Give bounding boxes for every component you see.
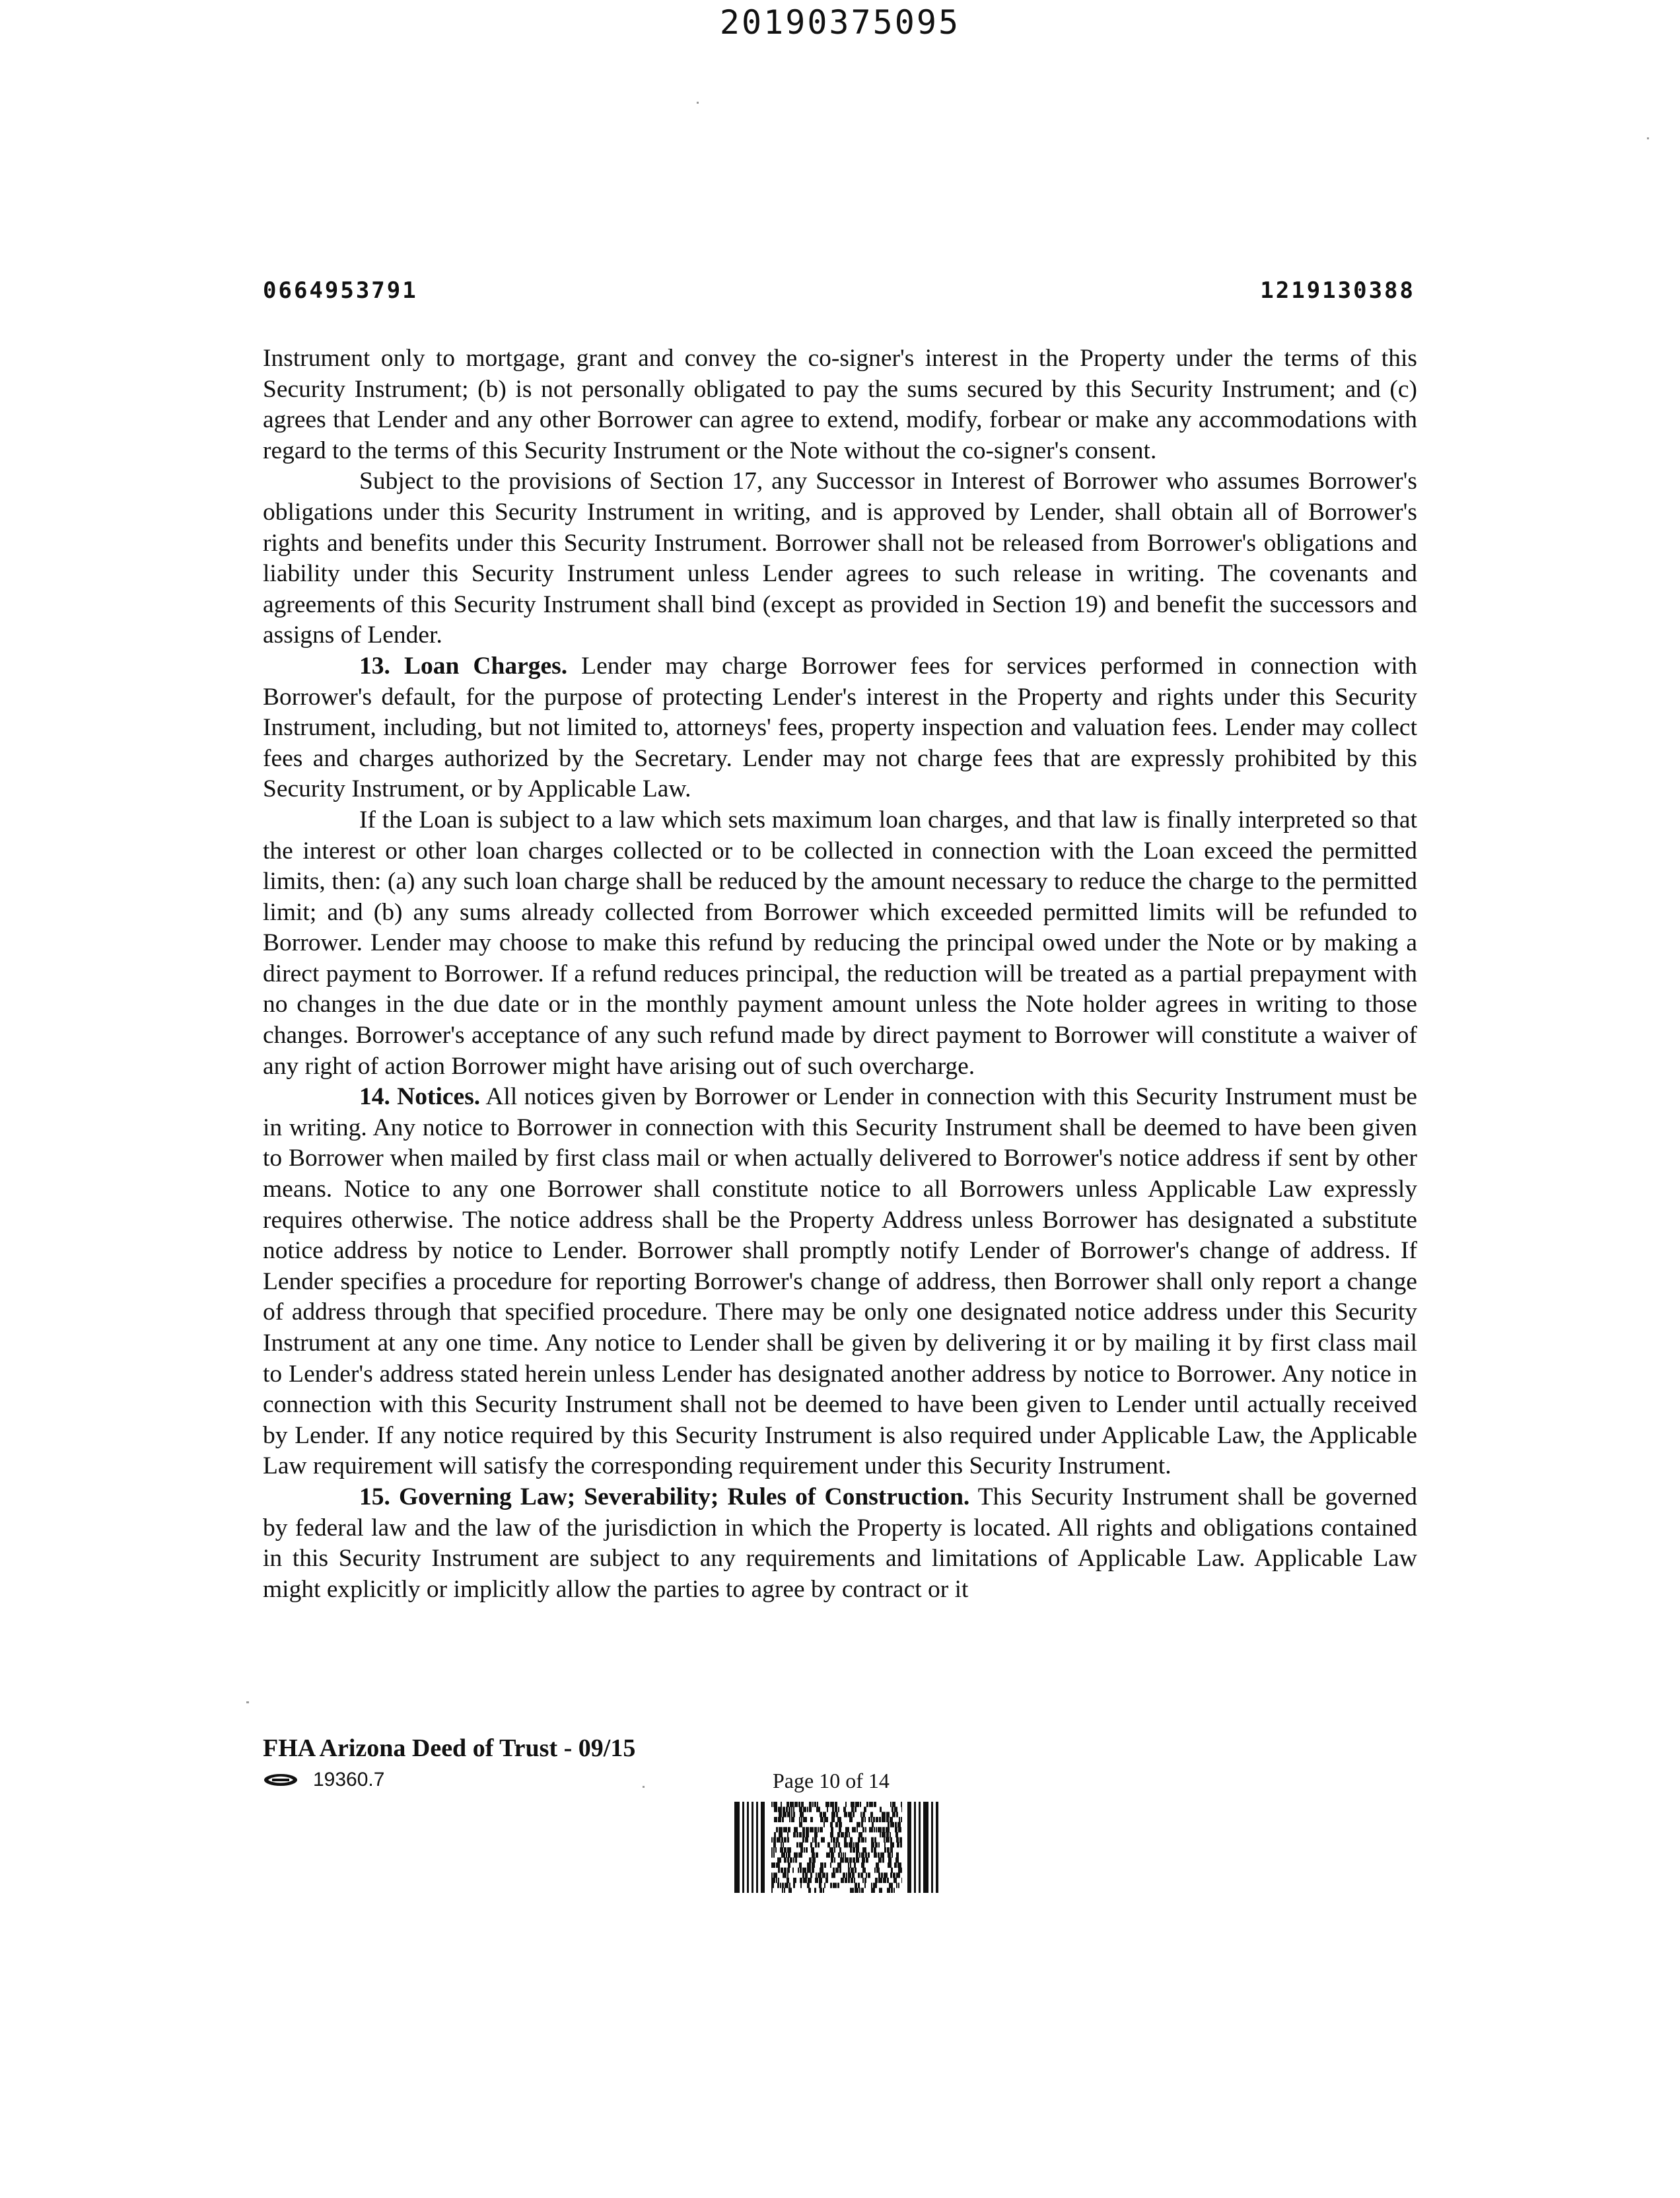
scan-speck	[697, 102, 699, 104]
paragraph-successor-in-interest	[263, 466, 1417, 651]
section-heading: 14. Notices.	[359, 1083, 481, 1111]
recording-number: 20190375095	[719, 3, 961, 42]
paragraph-text: Subject to the provisions of Section 17, any Successor in Interest of Borrower who assumes Borrower's obligations under this Security Instrument in writing, and is approved by Lender, shall obtain all of Borrower's rights and benefits under this Security Instrument. Borrower shall not be released from Borrower's obligations and liability under this Security Instrument unless Lender agrees to such release in writing. The covenants and agreements of this Security Instrument shall bind (except as provided in Section 19) and benefit the successors and assigns of Lender.	[263, 468, 1417, 649]
paragraph-text: This Security Instrument shall be governed by federal law and the law of the jurisdiction in which the Property is located. All rights and obligations contained in this Security Instrument are subject to any requirements and limitations of Applicable Law. Applicable Law might explicitly or implicitly allow the parties to agree by contract or it	[263, 1483, 1417, 1603]
paragraph-maximum-loan-charges	[263, 805, 1417, 1082]
loan-number: 0664953791	[263, 277, 418, 304]
section-heading: 15. Governing Law; Severability; Rules of Construction.	[359, 1483, 970, 1510]
paragraph-text: If the Loan is subject to a law which sets maximum loan charges, and that law is finally interpreted so that the interest or other loan charges collected or to be collected in connection with the Loan exceed the permitted limits, then: (a) any such loan charge shall be reduced by the amount necessary to reduce the charge to the permitted limit; and (b) any sums already collected from Borrower which exceeded permitted limits will be refunded to Borrower. Lender may choose to make this refund by reducing the principal owed under the Note or by making a direct payment to Borrower. If a refund reduces principal, the reduction will be treated as a partial prepayment with no changes in the due date or in the monthly payment amount unless the Note holder agrees in writing to those changes. Borrower's acceptance of any such refund made by direct payment to Borrower will constitute a waiver of any right of action Borrower might have arising out of such overcharge.	[263, 806, 1417, 1080]
scan-speck	[246, 1701, 249, 1703]
section-heading: 13. Loan Charges.	[359, 652, 568, 680]
form-code: 19360.7	[313, 1769, 385, 1790]
paragraph-text: All notices given by Borrower or Lender in connection with this Security Instrument must be in writing. Any notice to Borrower in connection with this Security Instrument shall be deemed to have been given to Borrower when mailed by first class mail or when actually delivered to Borrower's notice address if sent by other means. Notice to any one Borrower shall constitute notice to all Borrowers unless Applicable Law expressly requires otherwise. The notice address shall be the Property Address unless Borrower has designated a substitute notice address by notice to Lender. Borrower shall promptly notify Lender of Borrower's change of address. If Lender specifies a procedure for reporting Borrower's change of address, then Borrower shall only report a change of address through that specified procedure. There may be only one designated notice address under this Security Instrument at any one time. Any notice to Lender shall be given by delivering it or by mailing it by first class mail to Lender's address stated herein unless Lender has designated another address by notice to Borrower. Any notice in connection with this Security Instrument shall not be deemed to have been given to Lender until actually received by Lender. If any notice required by this Security Instrument is also required under Applicable Law, the Applicable Law requirement will satisfy the corresponding requirement under this Security Instrument.	[263, 1083, 1417, 1480]
page-number: Page 10 of 14	[773, 1769, 890, 1792]
min-number: 1219130388	[1260, 277, 1415, 304]
form-code-row	[263, 1768, 384, 1792]
paragraph-governing-law	[263, 1482, 1417, 1605]
paragraph-text: Instrument only to mortgage, grant and convey the co-signer's interest in the Property under the terms of this Security Instrument; (b) is not personally obligated to pay the sums secured by this Security Instrument; and (c) agrees that Lender and any other Borrower can agree to extend, modify, forbear or make any accommodations with regard to the terms of this Security Instrument or the Note without the co-signer's consent.	[263, 345, 1417, 464]
document-body	[263, 343, 1417, 1605]
scan-speck	[643, 1786, 645, 1788]
paragraph-cosigner-continued	[263, 343, 1417, 466]
paragraph-text: Lender may charge Borrower fees for services performed in connection with Borrower's default, for the purpose of protecting Lender's interest in the Property and rights under this Security Instrument, including, but not limited to, attorneys' fees, property inspection and valuation fees. Lender may collect fees and charges authorized by the Secretary. Lender may not charge fees that are expressly prohibited by this Security Instrument, or by Applicable Law.	[263, 652, 1418, 803]
vmp-logo-icon	[263, 1773, 298, 1787]
scan-speck	[1647, 137, 1649, 139]
form-title: FHA Arizona Deed of Trust - 09/15	[263, 1734, 636, 1762]
barcode-icon	[734, 1802, 940, 1893]
paragraph-loan-charges	[263, 651, 1417, 805]
paragraph-notices	[263, 1082, 1417, 1482]
